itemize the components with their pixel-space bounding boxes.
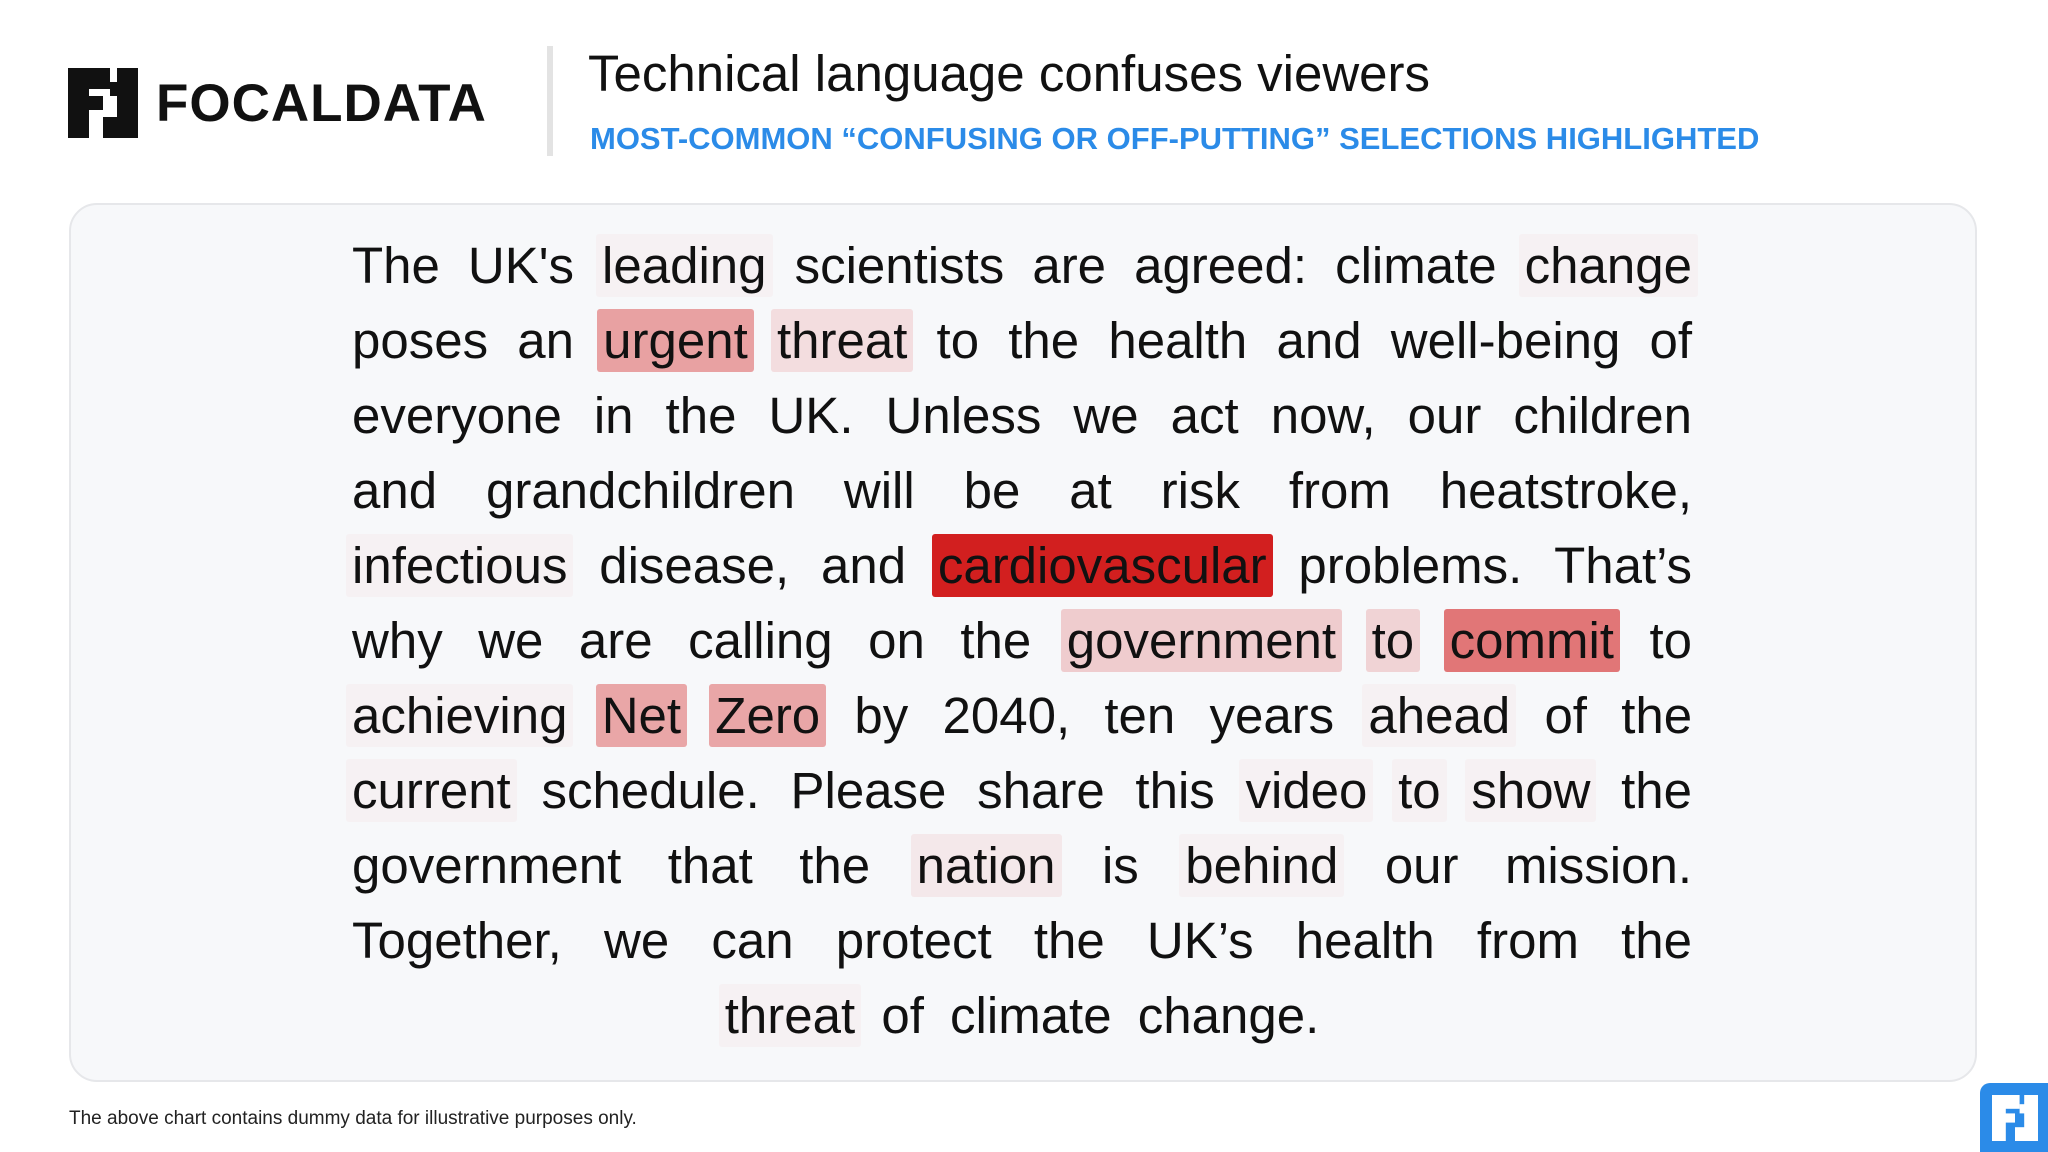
word-token: ahead: [1362, 684, 1516, 747]
word-token: the: [1621, 687, 1693, 744]
word-token: we: [1073, 387, 1139, 444]
word-token: well-being: [1390, 312, 1621, 369]
word-token: threat: [771, 309, 913, 372]
highlighted-statement: [346, 228, 1698, 1053]
word-token: agreed:: [1134, 237, 1308, 294]
word-token: cardiovascular: [932, 534, 1273, 597]
word-token: behind: [1179, 834, 1344, 897]
word-token: by: [854, 687, 909, 744]
word-token: we: [478, 612, 544, 669]
word-token: UK's: [467, 237, 575, 294]
corner-badge: [1980, 1083, 2048, 1152]
word-token: the: [960, 612, 1032, 669]
word-token: and: [1276, 312, 1362, 369]
focaldata-logo-icon: [1992, 1095, 2038, 1141]
word-token: at: [1069, 462, 1112, 519]
word-token: the: [1621, 762, 1693, 819]
word-token: Please: [790, 762, 947, 819]
word-token: UK’s: [1146, 912, 1254, 969]
chart-subtitle: MOST-COMMON “CONFUSING OR OFF-PUTTING” SELECTIONS HIGHLIGHTED: [590, 121, 1760, 156]
header-divider: [547, 46, 553, 156]
word-token: of: [1544, 687, 1587, 744]
word-token: we: [603, 912, 670, 969]
word-token: from: [1476, 912, 1579, 969]
word-token: act: [1170, 387, 1239, 444]
word-token: leading: [596, 234, 772, 297]
word-token: ten: [1104, 687, 1176, 744]
word-token: will: [843, 462, 915, 519]
word-token: everyone: [352, 387, 562, 444]
word-token: change: [1519, 234, 1698, 297]
word-token: to: [936, 312, 980, 369]
word-token: government: [352, 837, 622, 894]
word-token: risk: [1160, 462, 1240, 519]
word-token: infectious: [346, 534, 573, 597]
word-token: current: [346, 759, 517, 822]
word-token: change.: [1137, 987, 1320, 1044]
word-token: and: [352, 462, 438, 519]
word-token: commit: [1444, 609, 1620, 672]
word-token: 2040,: [942, 687, 1071, 744]
word-token: disease,: [599, 537, 790, 594]
word-token: is: [1101, 837, 1139, 894]
word-token: show: [1465, 759, 1596, 822]
word-token: The: [352, 237, 440, 294]
word-token: climate: [1335, 237, 1497, 294]
word-token: that: [667, 837, 753, 894]
word-token: the: [1008, 312, 1080, 369]
word-token: scientists: [794, 237, 1005, 294]
word-token: That’s: [1554, 537, 1693, 594]
brand-name: FOCALDATA: [156, 73, 487, 133]
word-token: grandchildren: [485, 462, 796, 519]
word-token: are: [1032, 237, 1107, 294]
word-token: problems.: [1298, 537, 1523, 594]
word-token: achieving: [346, 684, 573, 747]
word-token: on: [868, 612, 925, 669]
word-token: mission.: [1504, 837, 1692, 894]
word-token: years: [1209, 687, 1335, 744]
word-token: nation: [911, 834, 1062, 897]
word-token: climate: [950, 987, 1112, 1044]
word-token: schedule.: [541, 762, 760, 819]
brand-logo: [68, 68, 487, 138]
word-token: video: [1239, 759, 1373, 822]
word-token: heatstroke,: [1439, 462, 1693, 519]
word-token: the: [1033, 912, 1105, 969]
word-token: Net: [596, 684, 687, 747]
word-token: of: [881, 987, 924, 1044]
footnote: The above chart contains dummy data for illustrative purposes only.: [69, 1108, 637, 1129]
word-token: poses: [352, 312, 489, 369]
word-token: Together,: [352, 912, 562, 969]
word-token: Unless: [885, 387, 1042, 444]
word-token: our: [1384, 837, 1459, 894]
chart-title: Technical language confuses viewers: [588, 45, 1430, 102]
word-token: can: [711, 912, 794, 969]
word-token: calling: [688, 612, 833, 669]
focaldata-logo-icon: [68, 68, 138, 138]
word-token: children: [1513, 387, 1692, 444]
word-token: urgent: [597, 309, 754, 372]
word-token: now,: [1270, 387, 1376, 444]
word-token: to: [1366, 609, 1421, 672]
word-token: to: [1392, 759, 1447, 822]
word-token: from: [1288, 462, 1391, 519]
word-token: be: [963, 462, 1021, 519]
word-token: health: [1108, 312, 1248, 369]
word-token: an: [517, 312, 574, 369]
word-token: our: [1407, 387, 1482, 444]
word-token: the: [665, 387, 737, 444]
word-token: the: [799, 837, 871, 894]
word-token: UK.: [768, 387, 854, 444]
word-token: of: [1649, 312, 1693, 369]
word-token: why: [352, 612, 443, 669]
word-token: and: [820, 537, 907, 594]
word-token: threat: [719, 984, 861, 1047]
word-token: to: [1649, 612, 1692, 669]
word-token: protect: [835, 912, 992, 969]
word-token: health: [1295, 912, 1435, 969]
word-token: share: [977, 762, 1105, 819]
word-token: this: [1135, 762, 1215, 819]
word-token: are: [578, 612, 653, 669]
word-token: in: [593, 387, 634, 444]
word-token: Zero: [709, 684, 826, 747]
word-token: the: [1621, 912, 1692, 969]
word-token: government: [1061, 609, 1342, 672]
